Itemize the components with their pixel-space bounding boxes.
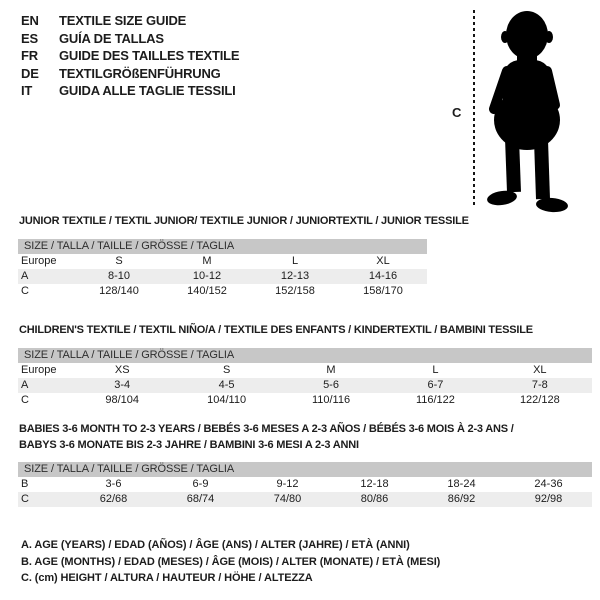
language-row-en xyxy=(21,12,239,30)
value-cell: 3-4 xyxy=(114,379,131,391)
language-row-it xyxy=(21,82,239,100)
language-row-de xyxy=(21,65,239,83)
value-cell: 110/116 xyxy=(311,394,351,406)
size-header-bar: SIZE / TALLA / TAILLE / GRÖSSE / TAGLIA xyxy=(18,239,427,254)
value-cell: 140/152 xyxy=(187,285,227,297)
babies-size-table xyxy=(18,462,592,507)
size-header-bar: SIZE / TALLA / TAILLE / GRÖSSE / TAGLIA xyxy=(18,348,592,363)
row-label: B xyxy=(21,478,29,490)
junior-table-title: JUNIOR TEXTILE / TEXTIL JUNIOR/ TEXTILE JUNIOR / JUNIORTEXTIL / JUNIOR TESSILE xyxy=(19,215,469,227)
size-cell: M xyxy=(202,255,212,267)
size-cell: XS xyxy=(114,364,130,376)
value-cell: 158/170 xyxy=(363,285,403,297)
row-label: A xyxy=(21,379,29,391)
language-code: EN xyxy=(21,13,39,28)
legend-line-c: C. (cm) HEIGHT / ALTURA / HAUTEUR / HÖHE / ALTEZZA xyxy=(21,572,313,584)
language-code: FR xyxy=(21,48,38,63)
table-row xyxy=(18,363,592,378)
value-cell: 86/92 xyxy=(447,493,476,505)
baby-silhouette xyxy=(482,8,582,213)
row-label: C xyxy=(21,493,29,505)
value-cell: 62/68 xyxy=(99,493,128,505)
value-cell: 18-24 xyxy=(447,478,476,490)
value-cell: 3-6 xyxy=(105,478,122,490)
height-measure-label: C xyxy=(452,105,462,120)
value-cell: 7-8 xyxy=(531,379,548,391)
value-cell: 74/80 xyxy=(273,493,302,505)
value-cell: 98/104 xyxy=(105,394,140,406)
language-row-fr xyxy=(21,47,239,65)
size-cell: S xyxy=(222,364,231,376)
value-cell: 68/74 xyxy=(186,493,215,505)
value-cell: 14-16 xyxy=(368,270,398,282)
babies-title-line-2: BABYS 3-6 MONATE BIS 2-3 JAHRE / BAMBINI 3-6 MESI A 2-3 ANNI xyxy=(19,439,359,451)
language-code: IT xyxy=(21,83,33,98)
value-cell: 152/158 xyxy=(275,285,315,297)
babies-title-line-1: BABIES 3-6 MONTH TO 2-3 YEARS / BEBÉS 3-6 MESES A 2-3 AÑOS / BÉBÉS 3-6 MOIS À 2-3 ANS / xyxy=(19,423,514,435)
language-title: TEXTILE SIZE GUIDE xyxy=(59,13,187,28)
language-list xyxy=(21,12,239,100)
value-cell: 12-13 xyxy=(280,270,310,282)
size-header-bar: SIZE / TALLA / TAILLE / GRÖSSE / TAGLIA xyxy=(18,462,592,477)
row-label: C xyxy=(21,285,29,297)
value-cell: 8-10 xyxy=(107,270,131,282)
table-row xyxy=(18,378,592,393)
value-cell: 92/98 xyxy=(534,493,563,505)
language-code: ES xyxy=(21,30,38,46)
value-cell: 128/140 xyxy=(99,285,139,297)
size-cell: S xyxy=(115,255,123,267)
size-cell: L xyxy=(432,364,439,376)
table-row xyxy=(18,269,427,284)
value-cell: 104/110 xyxy=(207,394,247,406)
value-cell: 80/86 xyxy=(360,493,389,505)
value-cell: 4-5 xyxy=(218,379,235,391)
value-cell: 9-12 xyxy=(276,478,299,490)
table-row xyxy=(18,477,592,492)
language-title: GUÍA DE TALLAS xyxy=(59,30,164,46)
height-measure-dashed-line xyxy=(473,10,475,208)
value-cell: 10-12 xyxy=(192,270,222,282)
measurement-legend xyxy=(21,537,440,587)
size-cell: XL xyxy=(376,255,390,267)
value-cell: 12-18 xyxy=(360,478,389,490)
value-cell: 116/122 xyxy=(415,394,455,406)
table-row xyxy=(18,254,427,269)
children-size-table xyxy=(18,348,592,408)
language-title: TEXTILGRÖßENFÜHRUNG xyxy=(59,65,221,81)
language-row-es xyxy=(21,30,239,48)
language-title: GUIDE DES TAILLES TEXTILE xyxy=(59,48,240,63)
legend-line-b: B. AGE (MONTHS) / EDAD (MESES) / ÂGE (MOIS) / ALTER (MONATE) / ETÀ (MESI) xyxy=(21,555,441,568)
junior-size-table xyxy=(18,239,427,299)
table-row xyxy=(18,284,427,299)
language-code: DE xyxy=(21,65,39,81)
value-cell: 122/128 xyxy=(519,394,560,406)
table-row xyxy=(18,393,592,408)
value-cell: 6-7 xyxy=(427,379,444,391)
row-label: Europe xyxy=(21,255,57,267)
value-cell: 24-36 xyxy=(534,478,563,490)
row-label: A xyxy=(21,270,29,282)
size-cell: XL xyxy=(533,364,547,376)
size-cell: L xyxy=(291,255,299,267)
row-label: C xyxy=(21,394,29,406)
row-label: Europe xyxy=(21,364,57,376)
value-cell: 6-9 xyxy=(192,478,209,490)
size-cell: M xyxy=(326,364,336,376)
children-table-title: CHILDREN'S TEXTILE / TEXTIL NIÑO/A / TEXTILE DES ENFANTS / KINDERTEXTIL / BAMBINI TESSILE xyxy=(19,324,533,336)
language-title: GUIDA ALLE TAGLIE TESSILI xyxy=(59,83,236,98)
value-cell: 5-6 xyxy=(323,379,339,391)
table-row xyxy=(18,492,592,507)
babies-table-title xyxy=(19,421,514,453)
legend-line-a: A. AGE (YEARS) / EDAD (AÑOS) / ÂGE (ANS) / ALTER (JAHRE) / ETÀ (ANNI) xyxy=(21,539,410,551)
